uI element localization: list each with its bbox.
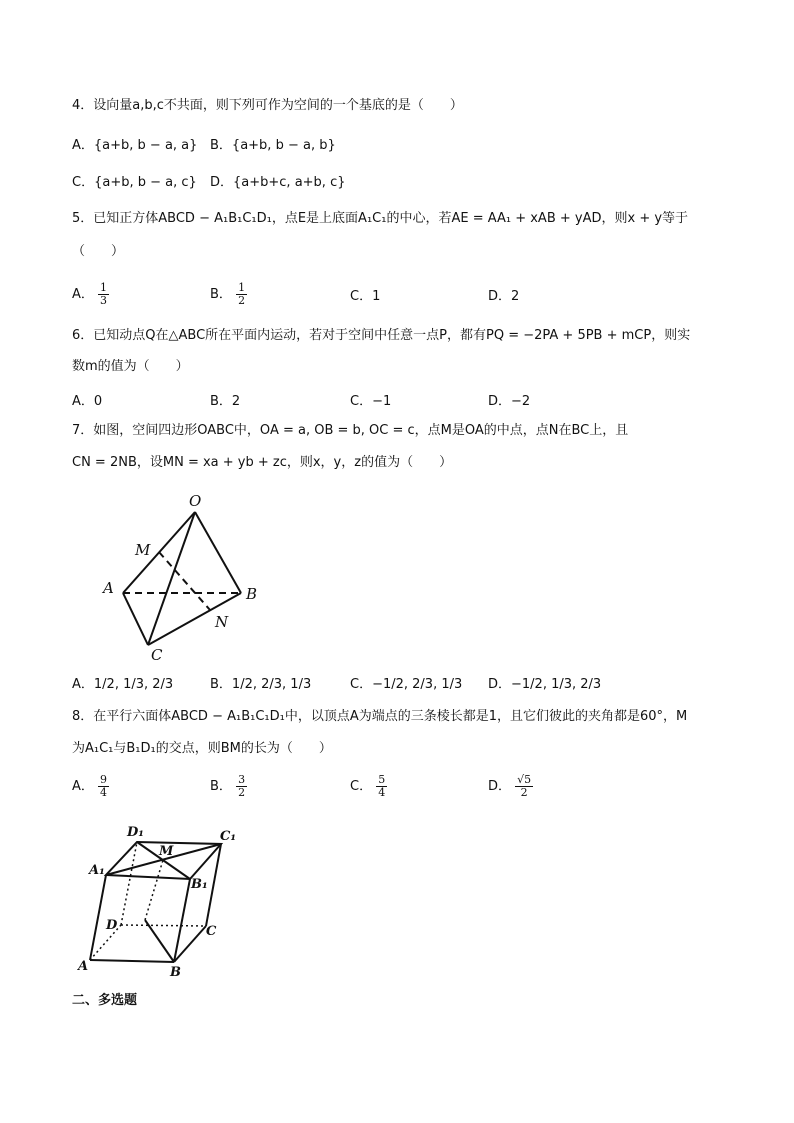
- label-n: N: [215, 613, 229, 631]
- q8-option-c-fraction: $\frac{5}{4}$: [378, 773, 386, 799]
- q6-option-a: A．0: [72, 394, 103, 409]
- label-m: M: [159, 844, 174, 859]
- edge-bc: [174, 926, 206, 962]
- q6-option-d: D．−2: [488, 394, 531, 409]
- label-a1: A₁: [89, 863, 105, 878]
- edge-dd1-hidden: [121, 842, 137, 925]
- q4-option-a: A．{a+b, b − a, a}: [72, 138, 198, 153]
- q8-stem: 8．在平行六面体ABCD − A₁B₁C₁D₁中，以顶点A为端点的三条棱长都是1，且它们彼此的夹角都是60°，M: [72, 709, 688, 724]
- q5-option-b-fraction: $\frac{1}{2}$: [238, 281, 246, 307]
- label-c: C: [206, 924, 217, 939]
- label-d: D: [106, 918, 118, 933]
- q6-stem: 6．已知动点Q在△ABC所在平面内运动，若对于空间中任意一点P，都有PQ = −2PA + 5PB + mCP，则实: [72, 328, 691, 343]
- q7-tetrahedron-figure: [95, 490, 275, 665]
- edge-oc: [148, 512, 195, 645]
- edge-aa1: [90, 875, 106, 960]
- q7-option-d: D．−1/2, 1/3, 2/3: [488, 677, 602, 692]
- label-o: O: [189, 492, 202, 510]
- edge-ab: [90, 960, 174, 962]
- q5-option-d: D．2: [488, 289, 520, 304]
- q8-option-b-fraction: $\frac{3}{2}$: [238, 773, 246, 799]
- q7-option-a: A．1/2, 1/3, 2/3: [72, 677, 174, 692]
- q6-stem-cont: 数m的值为（ ）: [72, 359, 189, 374]
- q8-option-d: D． $\frac{√5}{2}$: [488, 773, 532, 799]
- q8-option-d-fraction: $\frac{√5}{2}$: [517, 773, 532, 799]
- label-m: M: [135, 541, 151, 559]
- q4-option-c: C．{a+b, b − a, c}: [72, 175, 197, 190]
- q6-option-c: C．−1: [350, 394, 392, 409]
- label-a: A: [103, 579, 114, 597]
- q7-option-b: B．1/2, 2/3, 1/3: [210, 677, 312, 692]
- q4-option-d: D．{a+b+c, a+b, c}: [210, 175, 346, 190]
- q7-stem: 7．如图，空间四边形OABC中，OA = a, OB = b, OC = c，点M是OA的中点，点N在BC上，且: [72, 423, 629, 438]
- q6-option-b: B．2: [210, 394, 241, 409]
- q5-option-b: B． $\frac{1}{2}$: [210, 281, 246, 307]
- q8-option-a: A． $\frac{9}{4}$: [72, 773, 108, 799]
- segment-bm-hidden: [145, 860, 163, 920]
- section-heading: 二、多选题: [72, 993, 138, 1008]
- q7-stem-cont: CN = 2NB，设MN = xa + yb + zc，则x，y，z的值为（ ）: [72, 455, 453, 470]
- segment-mn: [159, 552, 210, 610]
- q5-option-a: A． $\frac{1}{3}$: [72, 281, 108, 307]
- q5-stem-cont: （ ）: [72, 244, 125, 259]
- edge-dc-hidden: [121, 925, 206, 926]
- label-a: A: [78, 959, 89, 974]
- q8-stem-cont: 为A₁C₁与B₁D₁的交点，则BM的长为（ ）: [72, 741, 332, 756]
- edge-cc1: [206, 844, 221, 926]
- edge-ob: [195, 512, 241, 593]
- edge-ac: [123, 593, 148, 645]
- label-b1: B₁: [191, 877, 208, 892]
- label-c1: C₁: [220, 829, 237, 844]
- q5-option-a-fraction: $\frac{1}{3}$: [100, 281, 108, 307]
- label-c: C: [151, 646, 163, 664]
- q7-option-c: C．−1/2, 2/3, 1/3: [350, 677, 463, 692]
- label-b: B: [170, 965, 181, 980]
- q5-option-c: C．1: [350, 289, 381, 304]
- q8-option-b: B． $\frac{3}{2}$: [210, 773, 246, 799]
- q4-option-b: B．{a+b, b − a, b}: [210, 138, 336, 153]
- q5-stem: 5．已知正方体ABCD − A₁B₁C₁D₁，点E是上底面A₁C₁的中心，若AE = AA₁ + xAB + yAD，则x + y等于: [72, 211, 689, 226]
- segment-bm: [145, 920, 174, 962]
- edge-bb1: [174, 879, 190, 962]
- q8-parallelepiped-figure: [75, 822, 245, 982]
- q4-stem: 4．设向量a,b,c不共面，则下列可作为空间的一个基底的是（ ）: [72, 98, 463, 113]
- label-d1: D₁: [127, 825, 144, 840]
- label-b: B: [246, 585, 258, 603]
- q8-option-c: C． $\frac{5}{4}$: [350, 773, 386, 799]
- q8-option-a-fraction: $\frac{9}{4}$: [100, 773, 108, 799]
